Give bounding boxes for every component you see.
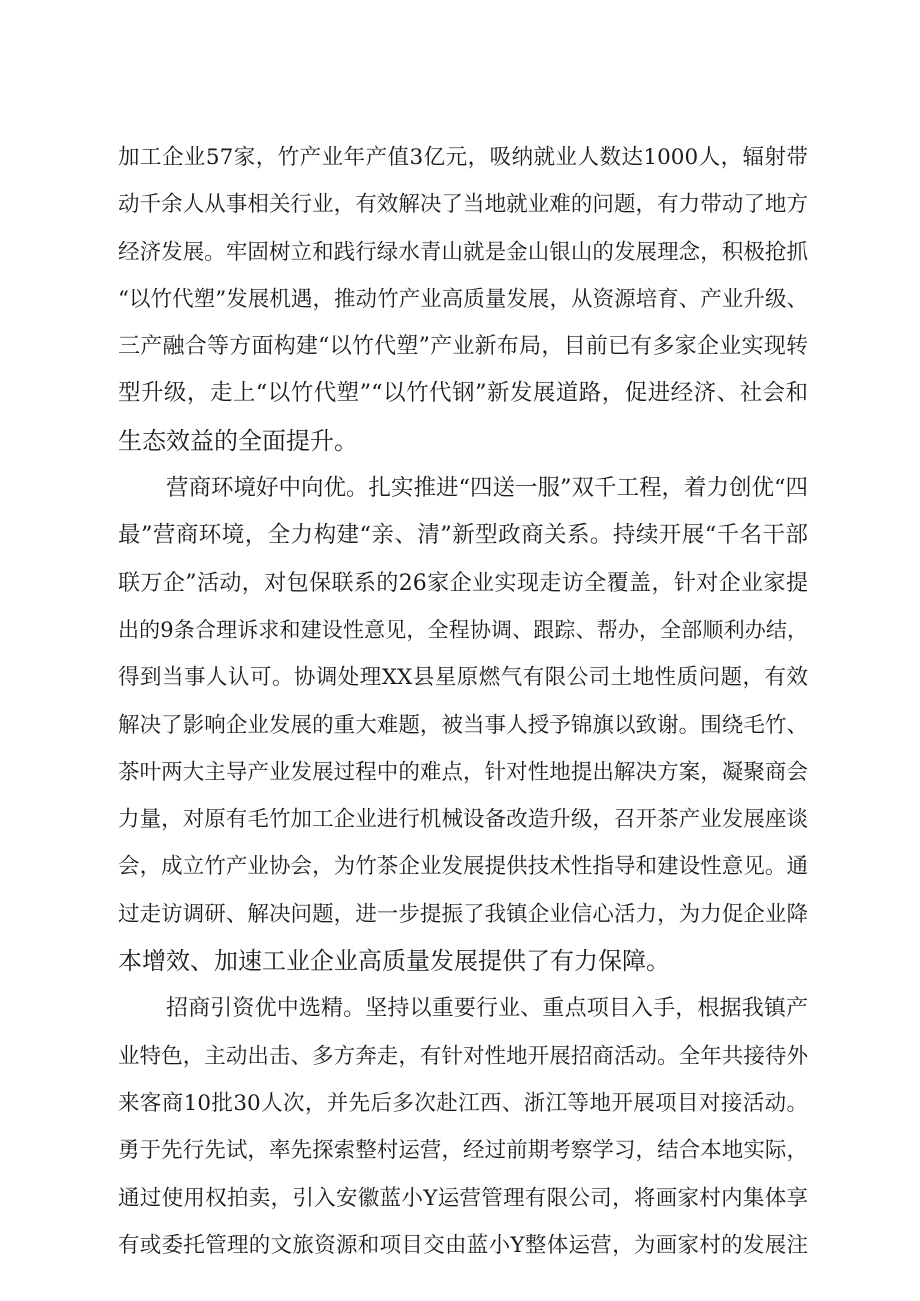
body-text	[118, 134, 808, 1269]
text-line: 得到当事人认可。协调处理XX县星原燃气有限公司土地性质问题，有效	[118, 665, 808, 691]
text-line: 有或委托管理的文旅资源和项目交由蓝小Y整体运营，为画家村的发展注	[118, 1232, 808, 1258]
paragraph-2	[118, 465, 808, 985]
text-line: 会，成立竹产业协会，为竹茶企业发展提供技术性指导和建设性意见。通	[118, 854, 808, 880]
text-line: 过走访调研、解决问题，进一步提振了我镇企业信心活力，为力促企业降	[118, 901, 808, 927]
text-line: 业特色，主动出击、多方奔走，有针对性地开展招商活动。全年共接待外	[118, 1043, 808, 1069]
text-line: 三产融合等方面构建“以竹代塑”产业新布局，目前已有多家企业实现转	[118, 334, 808, 360]
text-line: 出的9条合理诉求和建设性意见，全程协调、跟踪、帮办，全部顺利办结，	[118, 617, 808, 642]
text-line: “以竹代塑”发展机遇，推动竹产业高质量发展，从资源培育、产业升级、	[118, 286, 808, 312]
text-line: 解决了影响企业发展的重大难题，被当事人授予锦旗以致谢。围绕毛竹、	[118, 712, 808, 738]
text-line: 招商引资优中选精。坚持以重要行业、重点项目入手，根据我镇产	[166, 996, 808, 1022]
text-line: 茶叶两大主导产业发展过程中的难点，针对性地提出解决方案，凝聚商会	[118, 759, 808, 785]
text-line: 经济发展。牢固树立和践行绿水青山就是金山银山的发展理念，积极抢抓	[118, 239, 808, 265]
text-line: 本增效、加速工业企业高质量发展提供了有力保障。	[118, 947, 670, 976]
text-line: 生态效益的全面提升。	[118, 426, 358, 455]
text-line: 力量，对原有毛竹加工企业进行机械设备改造升级，召开茶产业发展座谈	[118, 807, 808, 833]
text-line: 营商环境好中向优。扎实推进“四送一服”双千工程，着力创优“四	[166, 475, 809, 502]
text-line: 动千余人从事相关行业，有效解决了当地就业难的问题，有力带动了地方	[118, 192, 808, 218]
text-line: 最”营商环境，全力构建“亲、清”新型政商关系。持续开展“千名干部	[118, 522, 808, 549]
text-line: 来客商10批30人次，并先后多次赴江西、浙江等地开展项目对接活动。	[118, 1090, 808, 1116]
paragraph-1	[118, 134, 808, 465]
text-line: 勇于先行先试，率先探索整村运营，经过前期考察学习，结合本地实际，	[118, 1138, 808, 1164]
text-line: 加工企业57家，竹产业年产值3亿元，吸纳就业人数达1000人，辐射带	[118, 145, 808, 170]
paragraph-3	[118, 985, 808, 1269]
text-line: 型升级，走上“以竹代塑”“以竹代钢”新发展道路，促进经济、社会和	[118, 380, 808, 407]
text-line: 通过使用权拍卖，引入安徽蓝小Y运营管理有限公司，将画家村内集体享	[118, 1185, 808, 1211]
text-line: 联万企”活动，对包保联系的26家企业实现走访全覆盖，针对企业家提	[118, 570, 808, 596]
